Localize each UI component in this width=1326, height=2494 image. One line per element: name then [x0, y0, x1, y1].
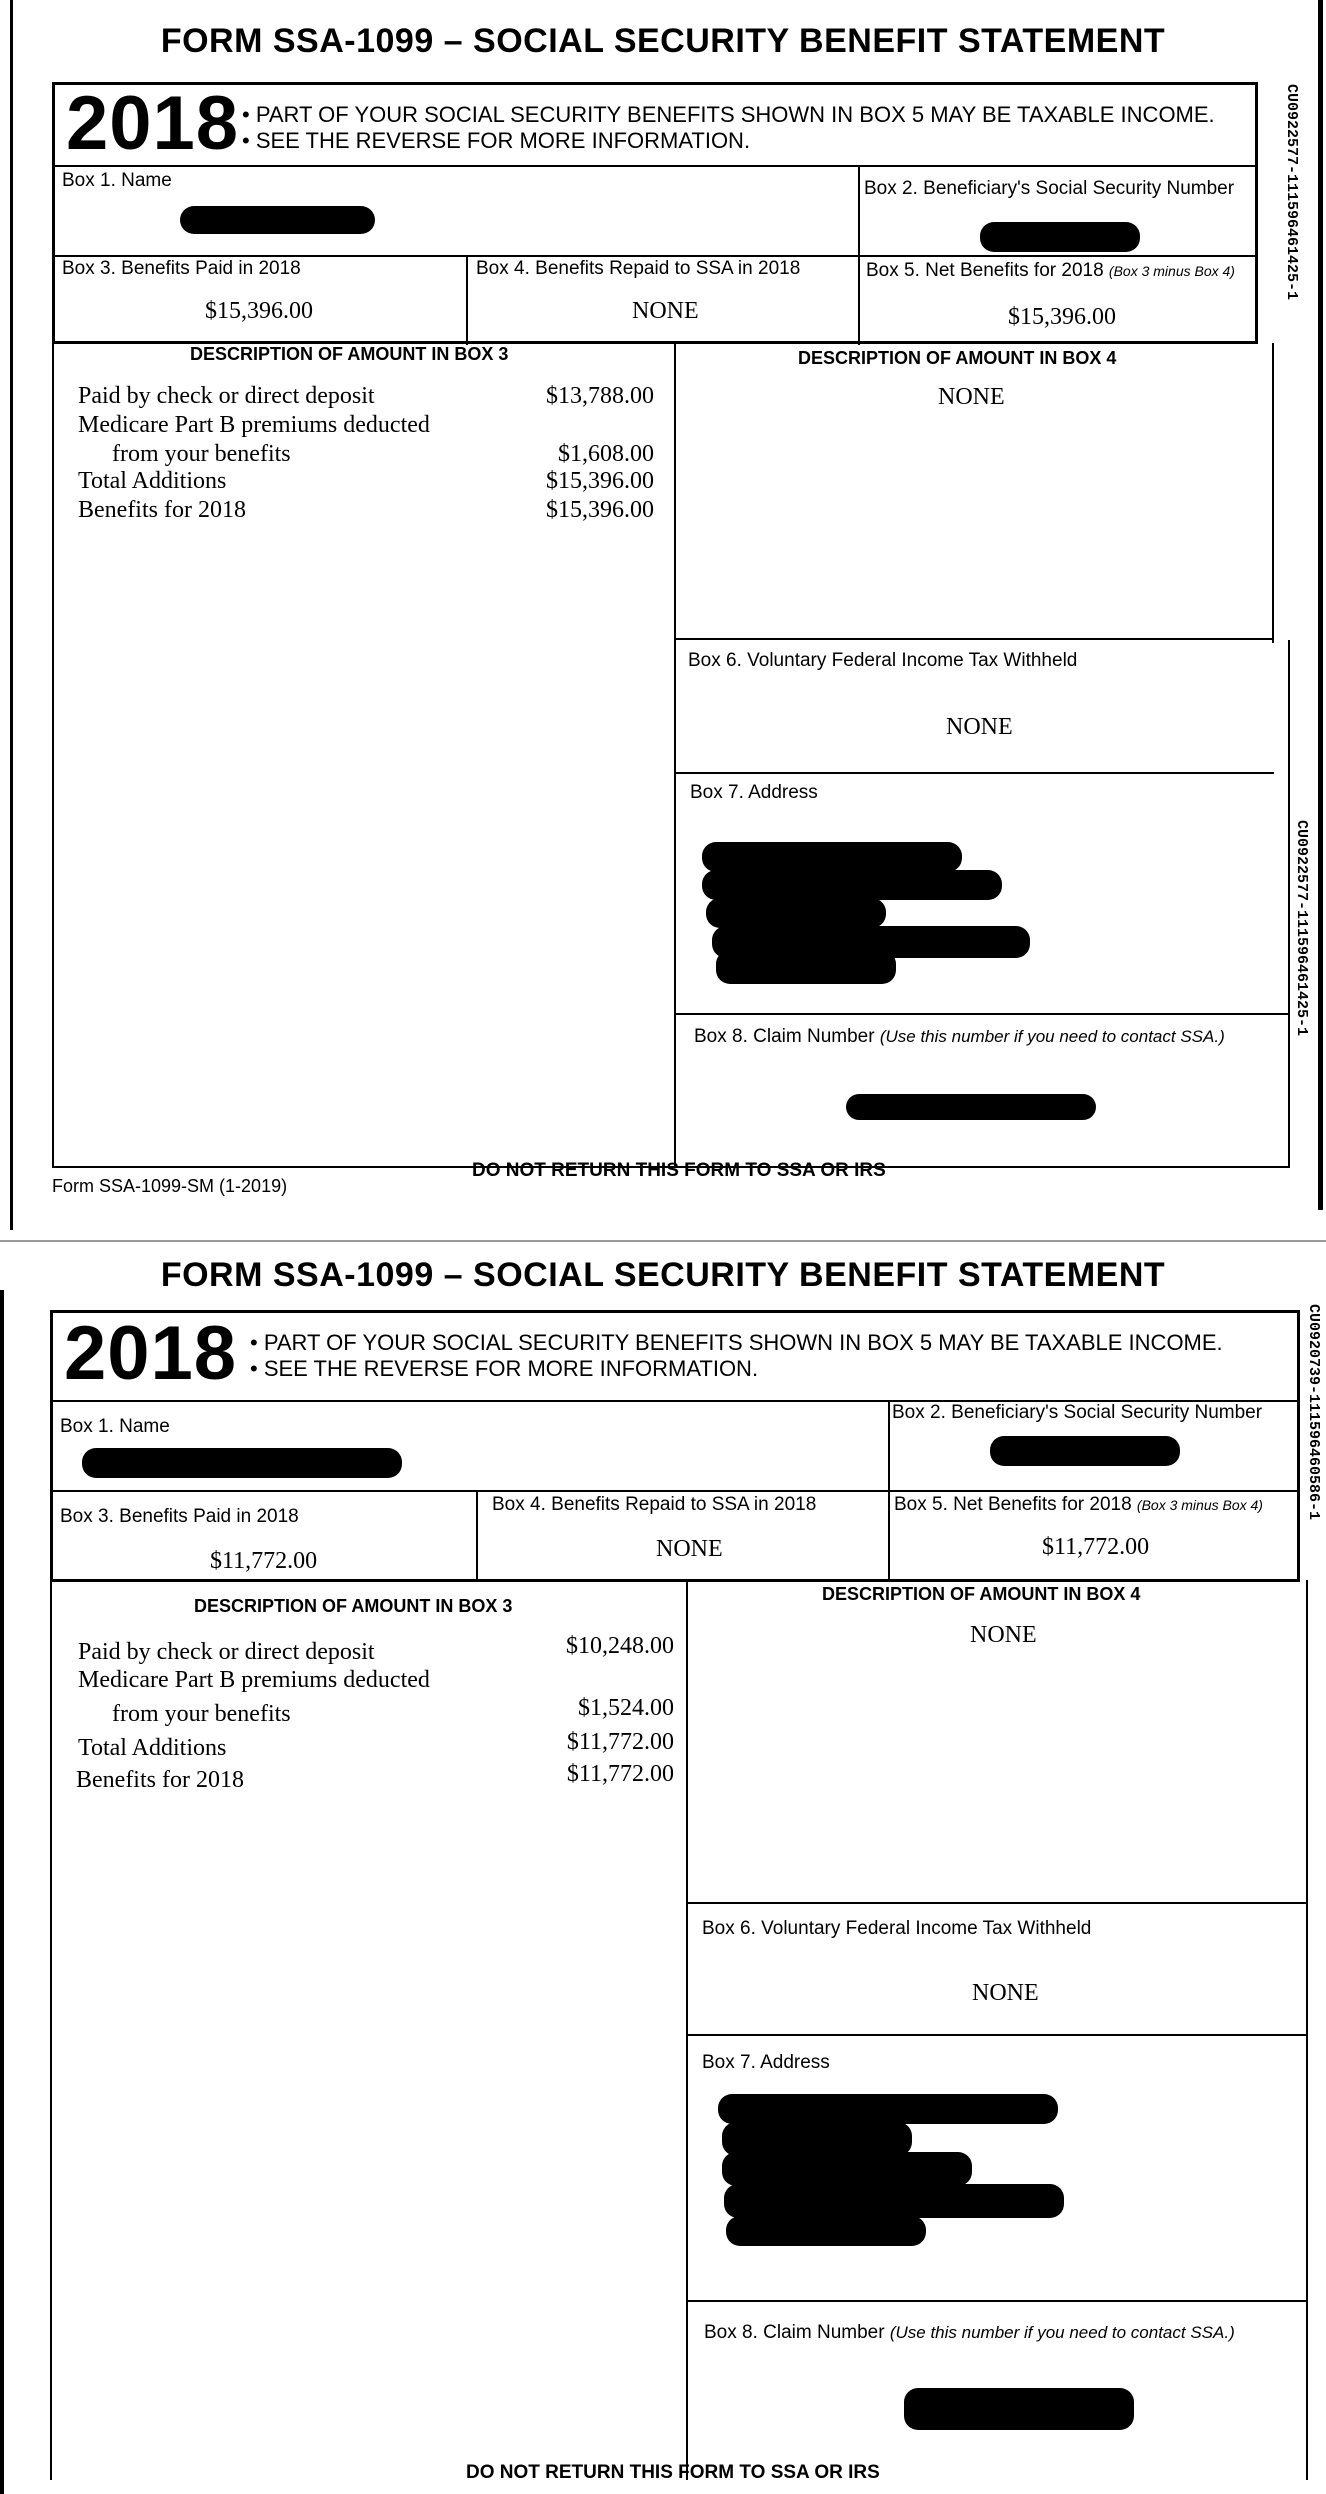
box5-note: (Box 3 minus Box 4) — [1136, 1497, 1263, 1513]
divider — [674, 772, 1274, 774]
page-edge — [10, 0, 13, 1230]
desc3-row-amount: $13,788.00 — [546, 383, 654, 409]
box6-value: NONE — [946, 714, 1013, 740]
divider — [888, 1400, 890, 1582]
redaction-mark — [718, 2094, 1058, 2124]
desc4-value: NONE — [938, 384, 1005, 410]
redaction-mark — [980, 222, 1140, 252]
desc3-header: DESCRIPTION OF AMOUNT IN BOX 3 — [190, 344, 509, 364]
box3-value: $11,772.00 — [210, 1548, 318, 1574]
divider — [686, 2300, 1306, 2302]
desc3-row-label: from your benefits — [112, 441, 291, 467]
tax-year: 2018 — [66, 81, 240, 166]
desc3-row-label: Paid by check or direct deposit — [78, 1639, 375, 1665]
notice-line-1: • PART OF YOUR SOCIAL SECURITY BENEFITS SHOWN IN BOX 5 MAY BE TAXABLE INCOME. — [250, 1330, 1223, 1355]
redaction-mark — [724, 2184, 1064, 2218]
box3-value: $15,396.00 — [205, 298, 313, 324]
redaction-mark — [82, 1448, 402, 1478]
redaction-mark — [722, 2152, 972, 2186]
divider — [676, 1013, 1288, 1015]
desc3-row-label: Total Additions — [78, 1735, 227, 1761]
desc3-row-label: Benefits for 2018 — [78, 497, 246, 523]
box5-value: $15,396.00 — [1008, 304, 1116, 330]
ssa-1099-form-2 — [0, 1240, 1326, 2483]
notice-line-2: • SEE THE REVERSE FOR MORE INFORMATION. — [242, 128, 751, 153]
box6-value: NONE — [972, 1980, 1039, 2006]
desc3-row-label: Medicare Part B premiums deducted — [78, 412, 430, 438]
desc3-row-amount: $10,248.00 — [566, 1633, 674, 1659]
box6-label: Box 6. Voluntary Federal Income Tax Withheld — [688, 650, 1078, 671]
desc3-row-amount: $1,524.00 — [578, 1695, 674, 1721]
divider — [52, 255, 1258, 257]
desc3-header: DESCRIPTION OF AMOUNT IN BOX 3 — [194, 1596, 513, 1616]
redaction-mark — [990, 1436, 1180, 1466]
desc4-header: DESCRIPTION OF AMOUNT IN BOX 4 — [798, 348, 1117, 368]
divider — [1272, 343, 1274, 643]
desc3-row-amount: $15,396.00 — [546, 468, 654, 494]
divider — [686, 1902, 1306, 1904]
box4-label: Box 4. Benefits Repaid to SSA in 2018 — [492, 1494, 817, 1515]
box5-label: Box 5. Net Benefits for 2018 — [866, 260, 1104, 281]
side-barcode-text: CU0922577-111596461425-1 — [1293, 820, 1310, 1037]
desc4-value: NONE — [970, 1622, 1037, 1648]
desc4-header: DESCRIPTION OF AMOUNT IN BOX 4 — [822, 1584, 1141, 1604]
divider — [674, 638, 1272, 640]
notice-line-1: • PART OF YOUR SOCIAL SECURITY BENEFITS SHOWN IN BOX 5 MAY BE TAXABLE INCOME. — [242, 102, 1215, 127]
box5-value: $11,772.00 — [1042, 1534, 1150, 1560]
box1-label: Box 1. Name — [62, 170, 172, 191]
divider — [476, 1490, 478, 1582]
desc3-row-label: Paid by check or direct deposit — [78, 383, 375, 409]
do-not-return-notice: DO NOT RETURN THIS FORM TO SSA OR IRS — [466, 2462, 880, 2483]
notice-line-2: • SEE THE REVERSE FOR MORE INFORMATION. — [250, 1356, 759, 1381]
do-not-return-notice: DO NOT RETURN THIS FORM TO SSA OR IRS — [472, 1160, 886, 1181]
desc3-row-amount: $11,772.00 — [566, 1729, 674, 1755]
divider — [1306, 1580, 1308, 2480]
divider — [50, 1490, 1300, 1492]
divider — [858, 165, 860, 345]
redaction-mark — [702, 870, 1002, 900]
box3-label: Box 3. Benefits Paid in 2018 — [60, 1506, 299, 1527]
divider — [686, 2034, 1306, 2036]
form-number: Form SSA-1099-SM (1-2019) — [52, 1176, 288, 1196]
box3-label: Box 3. Benefits Paid in 2018 — [62, 258, 301, 279]
redaction-mark — [904, 2388, 1134, 2430]
redaction-mark — [722, 2122, 912, 2156]
desc3-row-label: Medicare Part B premiums deducted — [78, 1667, 430, 1693]
side-barcode-text: CU0920739-111596460586-1 — [1305, 1304, 1322, 1521]
box8-note: (Use this number if you need to contact SSA.) — [889, 2323, 1235, 2342]
box2-label: Box 2. Beneficiary's Social Security Number — [892, 1402, 1263, 1423]
page-edge — [0, 1290, 4, 2494]
redaction-mark — [846, 1094, 1096, 1120]
page-edge — [1318, 0, 1323, 1210]
form-title: FORM SSA-1099 – SOCIAL SECURITY BENEFIT STATEMENT — [160, 1256, 1166, 1294]
ssa-1099-form-1 — [0, 0, 1326, 1220]
box4-label: Box 4. Benefits Repaid to SSA in 2018 — [476, 258, 801, 279]
divider — [52, 165, 1258, 167]
divider — [50, 1580, 52, 2480]
divider — [686, 1580, 688, 2480]
box4-value: NONE — [632, 298, 699, 324]
box1-label: Box 1. Name — [60, 1416, 170, 1437]
divider — [1288, 640, 1290, 1168]
redaction-mark — [726, 2216, 926, 2246]
redaction-mark — [180, 206, 375, 234]
box7-label: Box 7. Address — [690, 782, 818, 803]
tax-year: 2018 — [64, 1311, 238, 1396]
desc3-row-amount: $11,772.00 — [566, 1761, 674, 1787]
redaction-mark — [706, 898, 886, 928]
desc3-row-label: Total Additions — [78, 468, 227, 494]
side-barcode-text: CU0922577-111596461425-1 — [1283, 84, 1300, 301]
redaction-mark — [716, 950, 896, 984]
box6-label: Box 6. Voluntary Federal Income Tax Withheld — [702, 1918, 1092, 1939]
desc3-row-amount: $1,608.00 — [558, 441, 654, 467]
divider — [52, 343, 54, 1168]
box8-note: (Use this number if you need to contact SSA.) — [879, 1027, 1225, 1046]
redaction-mark — [702, 842, 962, 872]
desc3-row-amount: $15,396.00 — [546, 497, 654, 523]
divider — [466, 255, 468, 345]
desc3-row-label: Benefits for 2018 — [76, 1767, 244, 1793]
box5-note: (Box 3 minus Box 4) — [1108, 263, 1235, 279]
box8-label: Box 8. Claim Number — [704, 2322, 885, 2343]
box7-label: Box 7. Address — [702, 2052, 830, 2073]
box2-label: Box 2. Beneficiary's Social Security Number — [864, 178, 1235, 199]
form-title: FORM SSA-1099 – SOCIAL SECURITY BENEFIT STATEMENT — [160, 22, 1166, 60]
box5-label: Box 5. Net Benefits for 2018 — [894, 1494, 1132, 1515]
desc3-row-label: from your benefits — [112, 1701, 291, 1727]
box8-label: Box 8. Claim Number — [694, 1026, 875, 1047]
box4-value: NONE — [656, 1536, 723, 1562]
divider — [674, 343, 676, 1168]
